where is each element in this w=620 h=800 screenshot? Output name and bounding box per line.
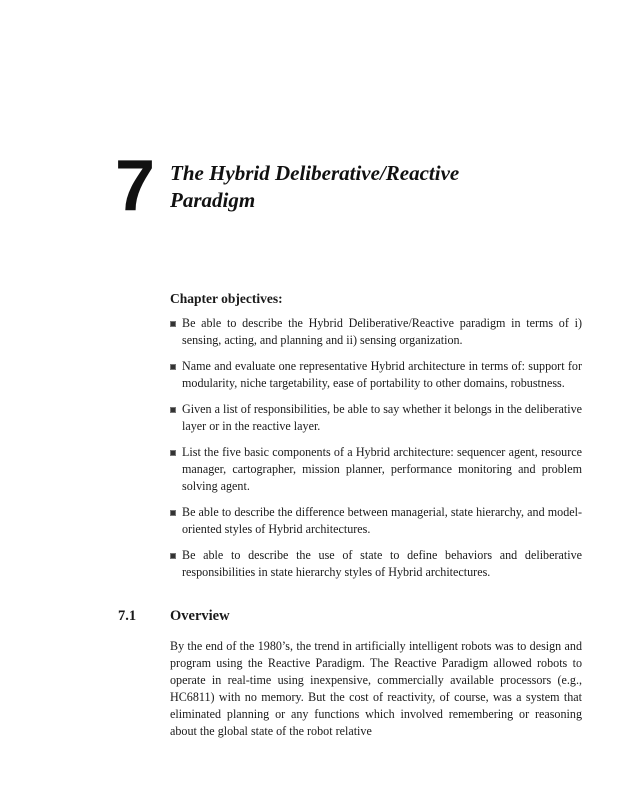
objective-item — [170, 315, 582, 349]
chapter-number: 7 — [115, 146, 156, 226]
objective-item — [170, 444, 582, 495]
square-bullet-icon — [170, 450, 176, 456]
objective-item — [170, 504, 582, 538]
square-bullet-icon — [170, 553, 176, 559]
objectives-list — [170, 315, 582, 590]
objectives-heading: Chapter objectives: — [170, 291, 283, 306]
section-body-paragraph: By the end of the 1980’s, the trend in artificially intelligent robots was to design and program using the Reactive Paradigm. The Reactive Paradigm allowed robots to operate in real-time using inexpensive, commercially available processors (e.g., HC6811) with no memory. But the cost of reactivity, of course, was a system that eliminated planning or any functions which involved remembering or reasoning about the global state of the robot relative — [170, 639, 582, 738]
objective-text: Be able to describe the use of state to define behaviors and deliberative responsibilities in state hierarchy styles of Hybrid architectures. — [182, 548, 582, 579]
objective-item — [170, 547, 582, 581]
square-bullet-icon — [170, 407, 176, 413]
section-number: 7.1 — [118, 608, 137, 624]
square-bullet-icon — [170, 364, 176, 370]
objective-text: Be able to describe the Hybrid Deliberative/Reactive paradigm in terms of i) sensing, acting, and planning and ii) sensing organization. — [182, 316, 582, 347]
objective-text: Be able to describe the difference between managerial, state hierarchy, and model-oriented styles of Hybrid architectures. — [182, 505, 582, 536]
chapter-title-line-2: Paradigm — [170, 188, 256, 212]
square-bullet-icon — [170, 510, 176, 516]
objective-text: Given a list of responsibilities, be able to say whether it belongs in the deliberative layer or in the reactive layer. — [182, 402, 583, 433]
objective-item — [170, 358, 582, 392]
objective-item — [170, 401, 582, 435]
section-title: Overview — [170, 608, 230, 624]
objective-text: Name and evaluate one representative Hybrid architecture in terms of: support for modularity, niche targetability, ease of portability to other domains, robustness. — [182, 359, 582, 390]
square-bullet-icon — [170, 321, 176, 327]
section-heading — [118, 606, 578, 626]
objective-text: List the five basic components of a Hybrid architecture: sequencer agent, resource manager, cartographer, mission planner, performance monitoring and problem solving agent. — [182, 445, 582, 493]
chapter-title — [170, 160, 570, 214]
chapter-title-line-1: The Hybrid Deliberative/Reactive — [170, 161, 460, 185]
